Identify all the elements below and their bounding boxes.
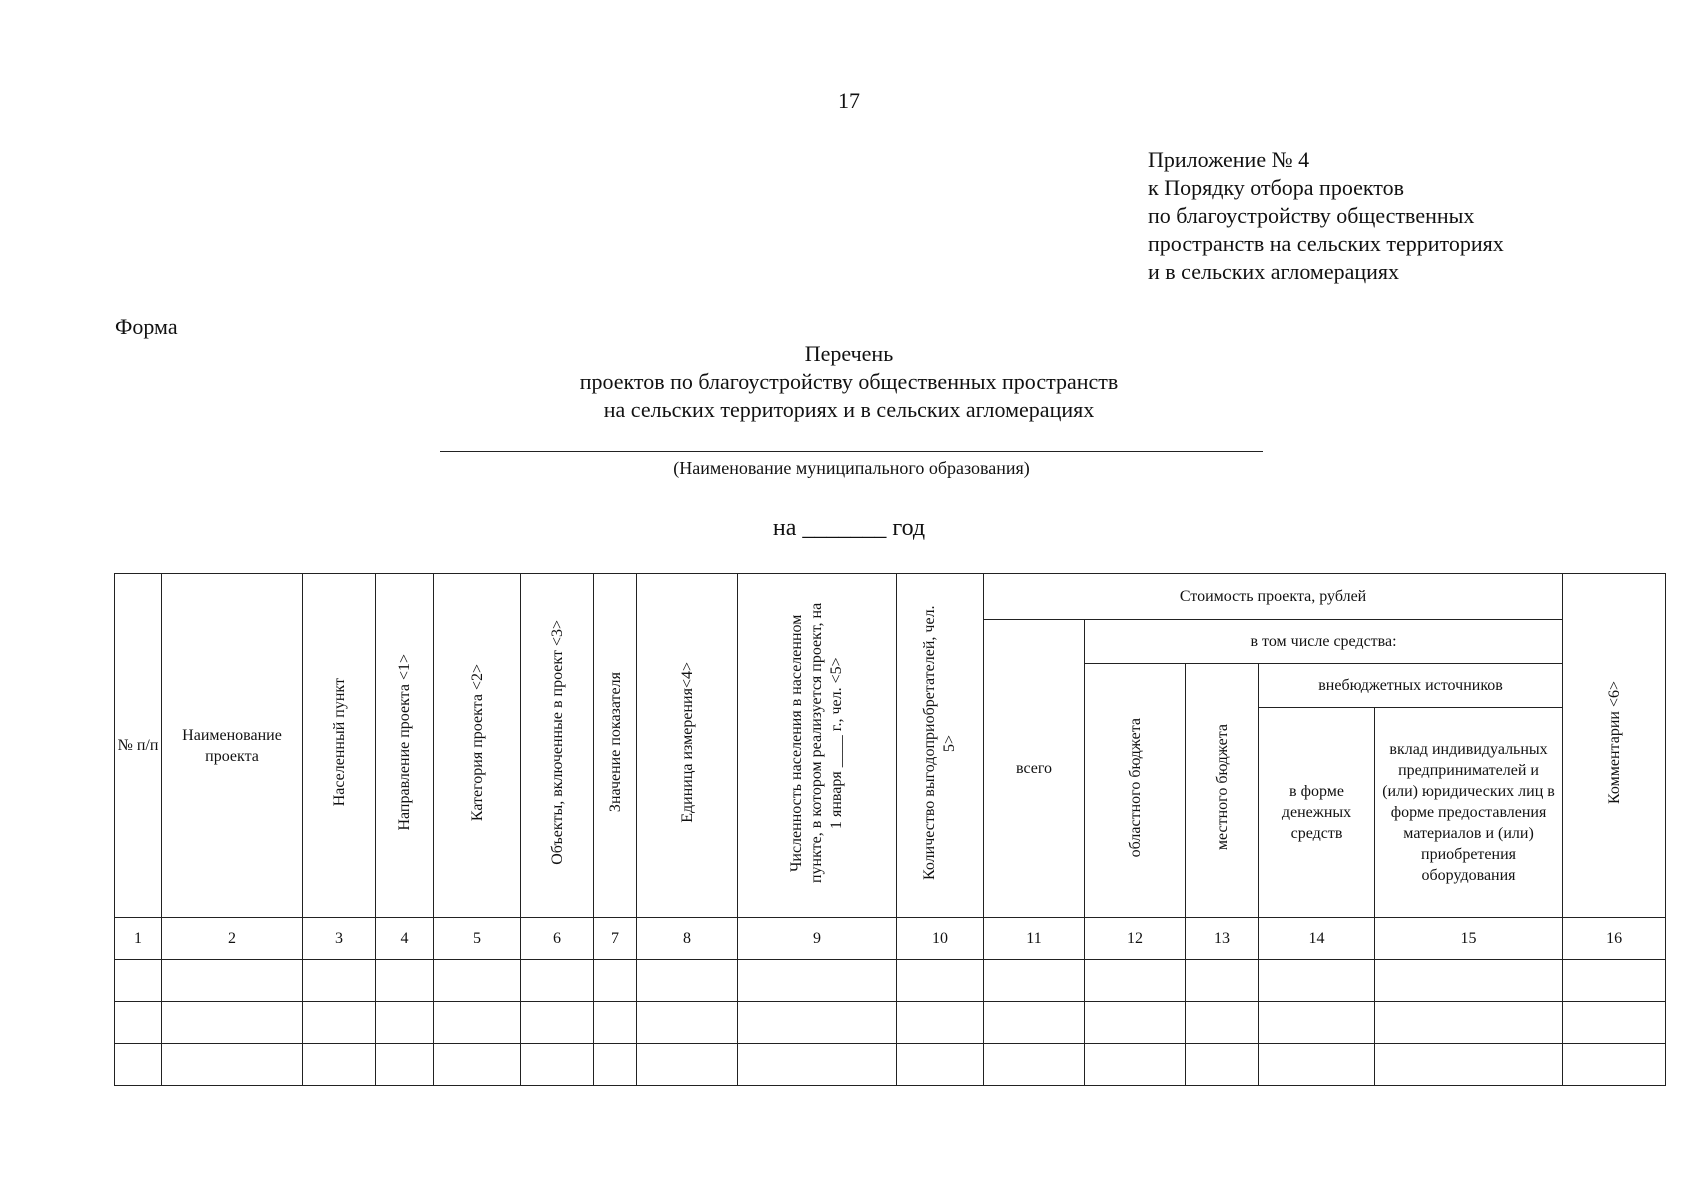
- year-line: на _______ год: [772, 515, 926, 541]
- header-cash: в форме денежных средств: [1259, 708, 1375, 918]
- column-number: 15: [1375, 918, 1563, 960]
- appendix-line: к Порядку отбора проектов: [1148, 175, 1404, 200]
- empty-cell[interactable]: [738, 1044, 897, 1086]
- empty-cell[interactable]: [1375, 1044, 1563, 1086]
- document-title: [0, 340, 1698, 424]
- header-local-budget: местного бюджета: [1186, 664, 1259, 918]
- appendix-line: и в сельских агломерациях: [1148, 259, 1400, 284]
- header-direction: Направление проекта <1>: [376, 574, 434, 918]
- empty-cell[interactable]: [303, 1002, 376, 1044]
- empty-cell[interactable]: [1563, 1002, 1666, 1044]
- empty-cell[interactable]: [897, 960, 984, 1002]
- empty-cell[interactable]: [1186, 960, 1259, 1002]
- table-row: [115, 960, 1666, 1002]
- title-line: Перечень: [804, 341, 894, 366]
- column-number: 12: [1085, 918, 1186, 960]
- empty-cell[interactable]: [162, 960, 303, 1002]
- empty-cell[interactable]: [1259, 1044, 1375, 1086]
- empty-cell[interactable]: [637, 960, 738, 1002]
- empty-cell[interactable]: [1259, 960, 1375, 1002]
- empty-cell[interactable]: [434, 1044, 521, 1086]
- column-number: 2: [162, 918, 303, 960]
- appendix-reference: [1148, 146, 1504, 286]
- empty-cell[interactable]: [1085, 1044, 1186, 1086]
- projects-table: [114, 573, 1666, 1086]
- column-number: 1: [115, 918, 162, 960]
- municipality-caption: (Наименование муниципального образования): [673, 458, 1030, 478]
- empty-cell[interactable]: [115, 1002, 162, 1044]
- empty-cell[interactable]: [434, 960, 521, 1002]
- empty-cell[interactable]: [1259, 1002, 1375, 1044]
- header-indicator-value: Значение показателя: [594, 574, 637, 918]
- empty-cell[interactable]: [434, 1002, 521, 1044]
- header-name: Наименование проекта: [162, 574, 303, 918]
- header-unit: Единица измерения<4>: [637, 574, 738, 918]
- header-population: Численность населения в населенном пункте, в котором реализуется проект, на 1 января ____ г., чел. <5>: [738, 574, 897, 918]
- appendix-line: по благоустройству общественных: [1148, 203, 1475, 228]
- column-number: 3: [303, 918, 376, 960]
- column-number: 5: [434, 918, 521, 960]
- empty-cell[interactable]: [1186, 1002, 1259, 1044]
- empty-cell[interactable]: [115, 960, 162, 1002]
- empty-cell[interactable]: [376, 960, 434, 1002]
- header-objects: Объекты, включенные в проект <3>: [521, 574, 594, 918]
- header-in-kind: вклад индивидуальных предпринимателей и (или) юридических лиц в форме предоставления материалов и (или) приобретения оборудования: [1375, 708, 1563, 918]
- header-cost: Стоимость проекта, рублей: [984, 574, 1563, 620]
- appendix-line: пространств на сельских территориях: [1148, 231, 1504, 256]
- table-row: [115, 1002, 1666, 1044]
- column-numbers-row: [115, 918, 1666, 960]
- empty-cell[interactable]: [376, 1002, 434, 1044]
- municipality-fill-line: [440, 451, 1263, 452]
- empty-cell[interactable]: [1186, 1044, 1259, 1086]
- column-number: 10: [897, 918, 984, 960]
- empty-cell[interactable]: [897, 1044, 984, 1086]
- column-number: 8: [637, 918, 738, 960]
- empty-cell[interactable]: [1085, 1002, 1186, 1044]
- header-comments: Комментарии <6>: [1563, 574, 1666, 918]
- column-number: 9: [738, 918, 897, 960]
- empty-cell[interactable]: [1563, 960, 1666, 1002]
- header-num: № п/п: [115, 574, 162, 918]
- empty-cell[interactable]: [897, 1002, 984, 1044]
- column-number: 11: [984, 918, 1085, 960]
- empty-cell[interactable]: [738, 960, 897, 1002]
- header-total: всего: [984, 620, 1085, 918]
- empty-cell[interactable]: [162, 1044, 303, 1086]
- empty-cell[interactable]: [984, 1044, 1085, 1086]
- empty-cell[interactable]: [303, 1044, 376, 1086]
- appendix-line: Приложение № 4: [1148, 147, 1310, 172]
- empty-cell[interactable]: [984, 1002, 1085, 1044]
- table-row: [115, 1044, 1666, 1086]
- empty-cell[interactable]: [521, 960, 594, 1002]
- empty-cell[interactable]: [637, 1002, 738, 1044]
- empty-cell[interactable]: [1375, 1002, 1563, 1044]
- empty-cell[interactable]: [115, 1044, 162, 1086]
- column-number: 6: [521, 918, 594, 960]
- empty-cell[interactable]: [521, 1002, 594, 1044]
- empty-cell[interactable]: [1375, 960, 1563, 1002]
- empty-cell[interactable]: [376, 1044, 434, 1086]
- empty-cell[interactable]: [738, 1002, 897, 1044]
- header-beneficiaries: Количество выгодоприобретателей, чел. 5>: [897, 574, 984, 918]
- page-number: 17: [838, 88, 860, 113]
- column-number: 14: [1259, 918, 1375, 960]
- column-number: 7: [594, 918, 637, 960]
- column-number: 4: [376, 918, 434, 960]
- empty-cell[interactable]: [637, 1044, 738, 1086]
- empty-cell[interactable]: [1085, 960, 1186, 1002]
- title-line: на сельских территориях и в сельских агломерациях: [603, 397, 1095, 422]
- empty-cell[interactable]: [984, 960, 1085, 1002]
- empty-cell[interactable]: [162, 1002, 303, 1044]
- column-number: 16: [1563, 918, 1666, 960]
- header-extrabudgetary: внебюджетных источников: [1259, 664, 1563, 708]
- empty-cell[interactable]: [521, 1044, 594, 1086]
- header-settlement: Населенный пункт: [303, 574, 376, 918]
- empty-cell[interactable]: [594, 960, 637, 1002]
- empty-cell[interactable]: [594, 1044, 637, 1086]
- header-including: в том числе средства:: [1085, 620, 1563, 664]
- empty-cell[interactable]: [594, 1002, 637, 1044]
- column-number: 13: [1186, 918, 1259, 960]
- title-line: проектов по благоустройству общественных пространств: [579, 369, 1119, 394]
- empty-cell[interactable]: [303, 960, 376, 1002]
- header-category: Категория проекта <2>: [434, 574, 521, 918]
- header-regional-budget: областного бюджета: [1085, 664, 1186, 918]
- form-label: Форма: [115, 314, 178, 339]
- empty-cell[interactable]: [1563, 1044, 1666, 1086]
